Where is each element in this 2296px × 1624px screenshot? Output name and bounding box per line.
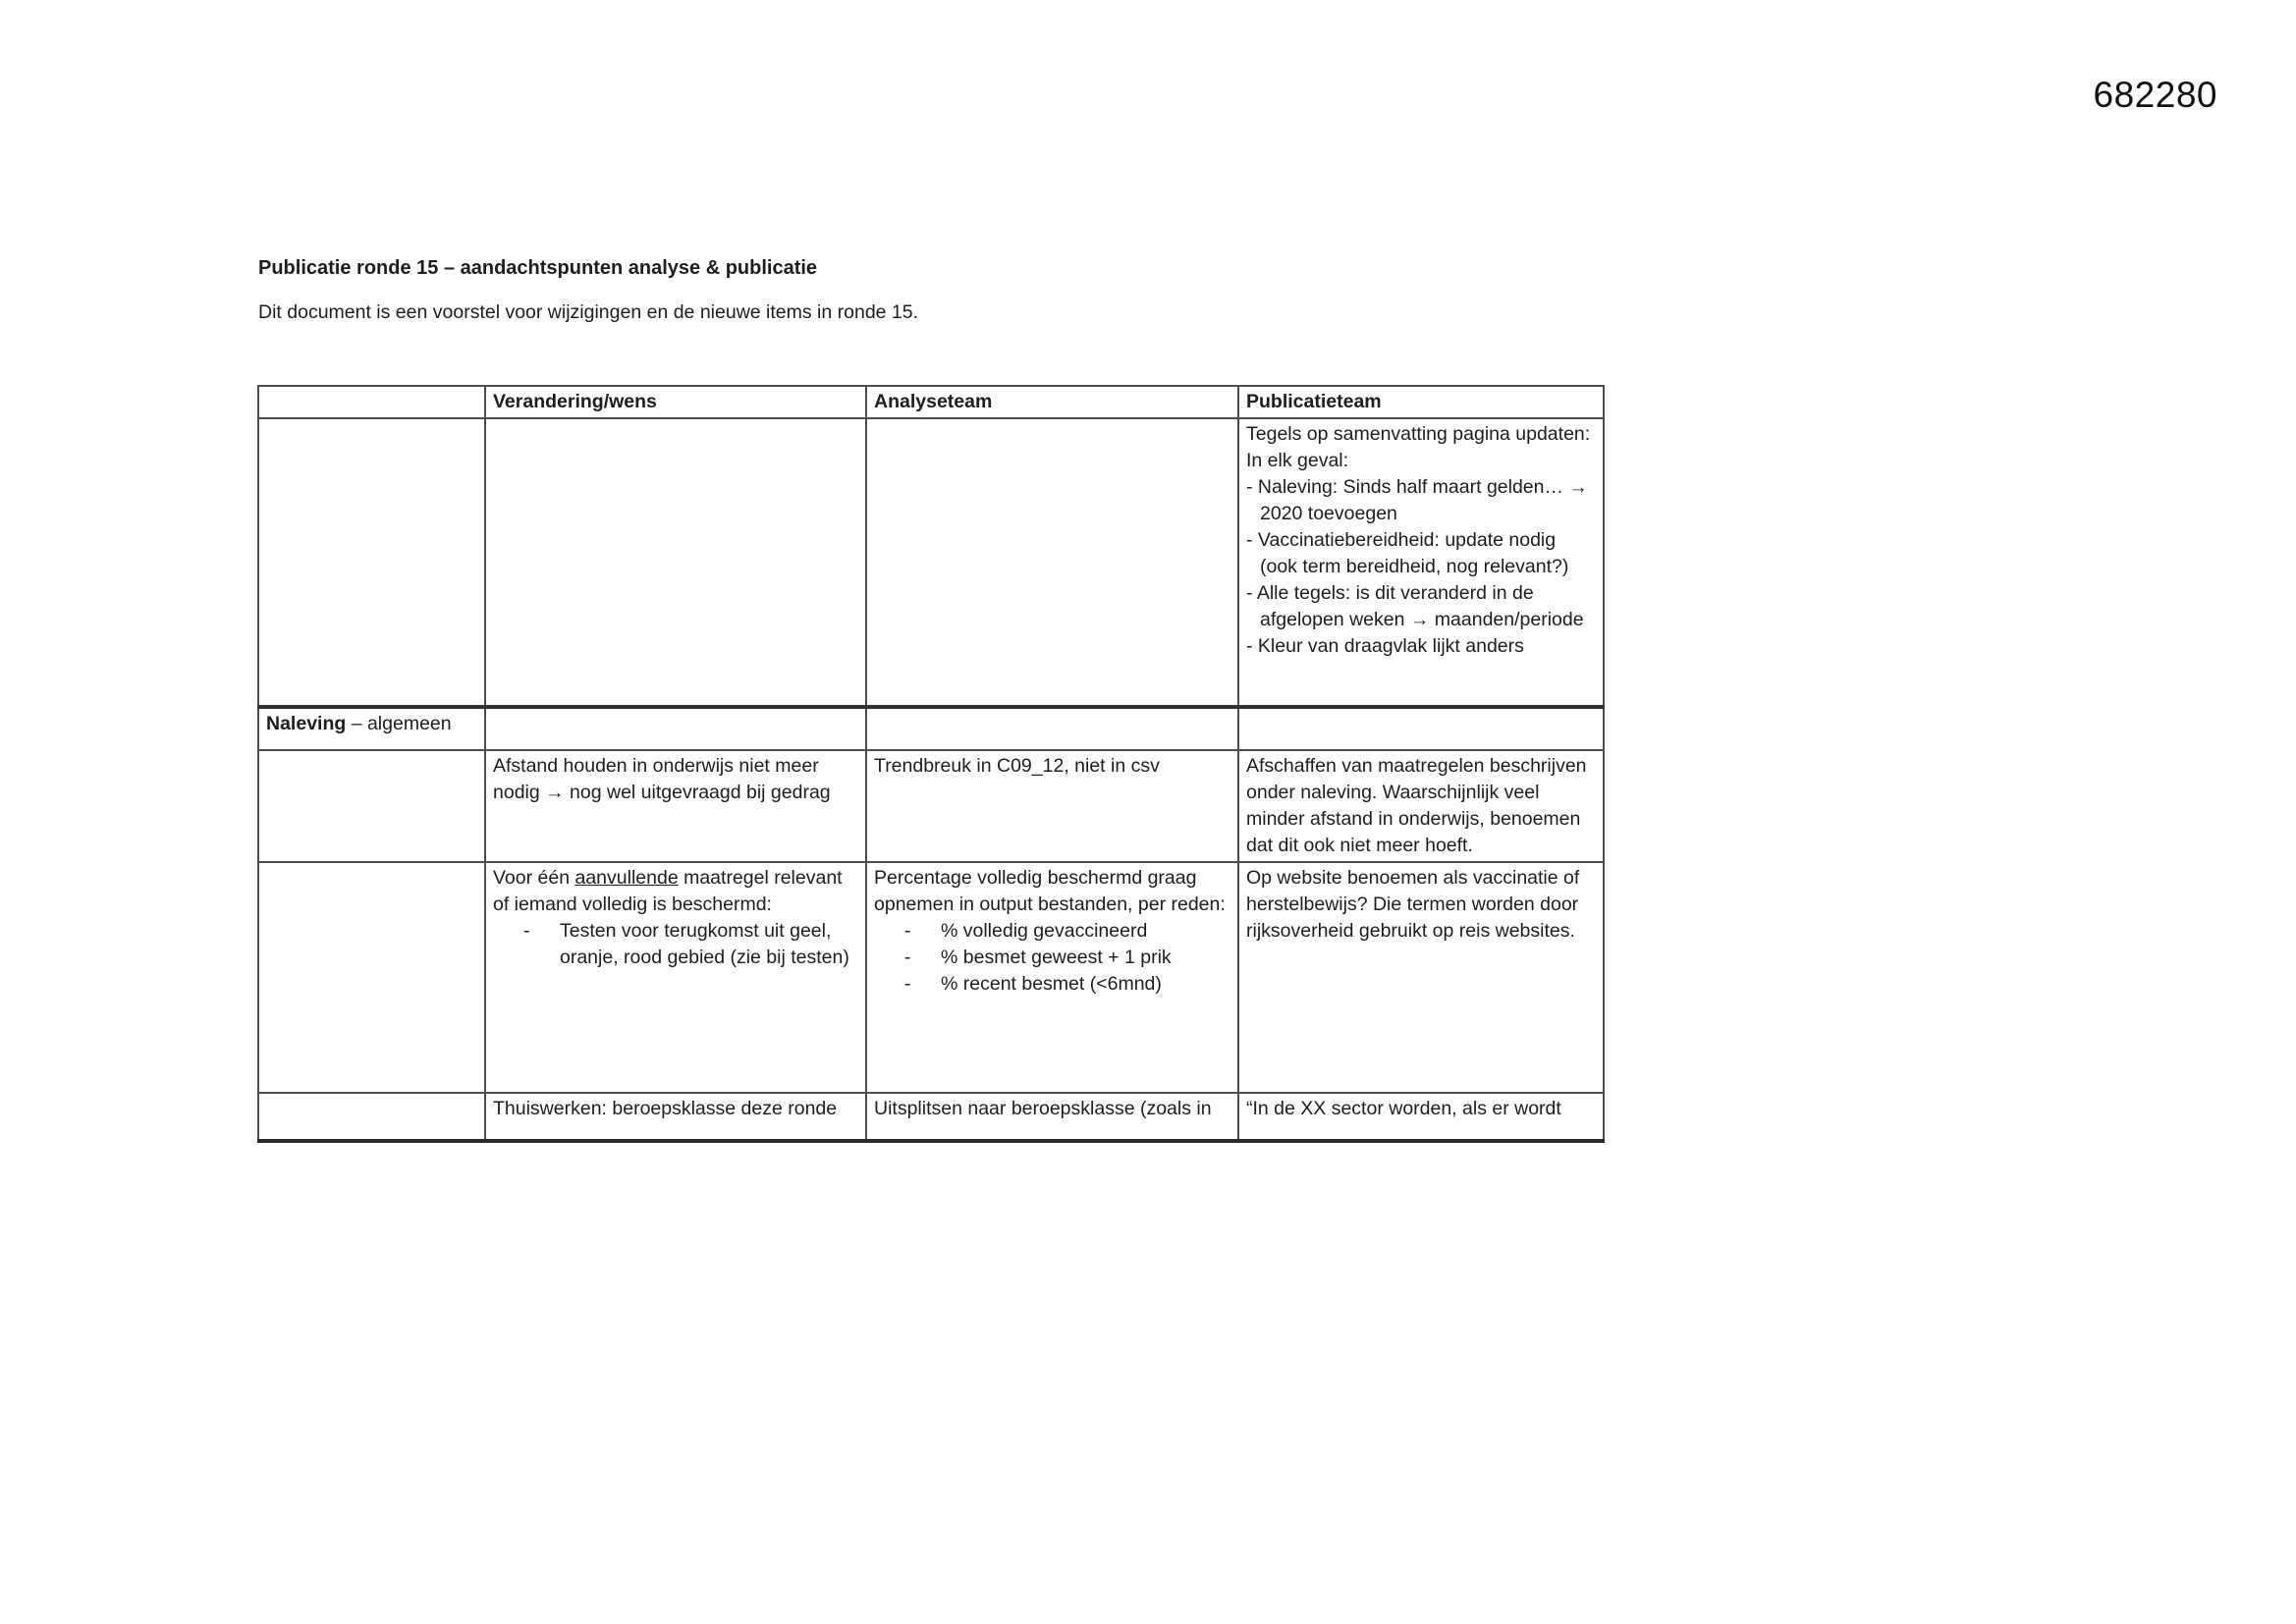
document-title: Publicatie ronde 15 – aandachtspunten analyse & publicatie [258, 257, 818, 279]
cell-empty [258, 750, 485, 862]
bullet-item: - Alle tegels: is dit veranderd in de afgelopen weken → maanden/periode [1246, 582, 1584, 630]
cell-empty [258, 418, 485, 707]
bullet-item: - Naleving: Sinds half maart gelden… → 2020 toevoegen [1246, 476, 1588, 524]
column-header-empty [258, 386, 485, 418]
column-header-publicatieteam: Publicatieteam [1238, 386, 1604, 418]
dash-marker: - [904, 973, 911, 995]
paragraph: Tegels op samenvatting pagina updaten: [1246, 423, 1591, 445]
table-row-thuiswerken [258, 1093, 1604, 1141]
list-item-text: Testen voor terugkomst uit geel, oranje, rood gebied (zie bij testen) [560, 920, 849, 968]
cell-analyseteam-uitsplitsen: Uitsplitsen naar beroepsklasse (zoals in [866, 1093, 1238, 1141]
column-header-verandering-wens: Verandering/wens [485, 386, 866, 418]
table-row-afstand-houden [258, 750, 1604, 862]
cell-publicatieteam-tegels [1238, 418, 1604, 707]
review-table [257, 385, 1605, 1143]
list-item [874, 918, 1231, 945]
cell-verandering-thuiswerken: Thuiswerken: beroepsklasse deze ronde [485, 1093, 866, 1141]
underlined-text: aanvullende [574, 867, 679, 889]
cell-analyseteam-percentage [866, 862, 1238, 1093]
paragraph [493, 865, 859, 918]
cell-empty [258, 1093, 485, 1141]
paragraph: In elk geval: [1246, 450, 1349, 471]
table-row-naleving-section [258, 707, 1604, 750]
list-item [493, 918, 859, 971]
section-label-bold: Naleving [266, 713, 347, 734]
list-item-text: % volledig gevaccineerd [941, 920, 1148, 942]
dash-marker: - [523, 920, 530, 942]
column-header-analyseteam: Analyseteam [866, 386, 1238, 418]
section-label-rest: – algemeen [346, 713, 452, 734]
dash-marker: - [904, 947, 911, 968]
list-item [874, 971, 1231, 998]
list-item-text: % recent besmet (<6mnd) [941, 973, 1162, 995]
bullet-item: - Kleur van draagvlak lijkt anders [1246, 635, 1524, 657]
cell-publicatieteam-sector: “In de XX sector worden, als er wordt [1238, 1093, 1604, 1141]
bullet-item: - Vaccinatiebereidheid: update nodig (ook term bereidheid, nog relevant?) [1246, 529, 1569, 577]
paragraph: Percentage volledig beschermd graag opnemen in output bestanden, per reden: [874, 867, 1226, 915]
cell-section-label [258, 707, 485, 750]
cell-empty [1238, 707, 1604, 750]
cell-verandering-afstand: Afstand houden in onderwijs niet meer nodig → nog wel uitgevraagd bij gedrag [485, 750, 866, 862]
page-number-stamp: 682280 [2093, 75, 2217, 115]
cell-empty [485, 707, 866, 750]
cell-empty [866, 707, 1238, 750]
list-item [874, 945, 1231, 971]
dash-marker: - [904, 920, 911, 942]
cell-publicatieteam-website: Op website benoemen als vaccinatie of herstelbewijs? Die termen worden door rijksoverheid gebruikt op reis websites. [1238, 862, 1604, 1093]
text-run: Voor één [493, 867, 575, 889]
cell-empty [866, 418, 1238, 707]
table-header-row [258, 386, 1604, 418]
cell-publicatieteam-afschaffen: Afschaffen van maatregelen beschrijven onder naleving. Waarschijnlijk veel minder afstand in onderwijs, benoemen dat dit ook niet meer hoeft. [1238, 750, 1604, 862]
cell-empty [258, 862, 485, 1093]
cell-verandering-maatregel [485, 862, 866, 1093]
text-run: maatregel relevant of iemand volledig is beschermd: [493, 867, 843, 915]
document-intro: Dit document is een voorstel voor wijzigingen en de nieuwe items in ronde 15. [258, 301, 919, 323]
cell-analyseteam-trendbreuk: Trendbreuk in C09_12, niet in csv [866, 750, 1238, 862]
list-item-text: % besmet geweest + 1 prik [941, 947, 1172, 968]
table-row-tegels-update [258, 418, 1604, 707]
cell-empty [485, 418, 866, 707]
table-row-volledig-beschermd [258, 862, 1604, 1093]
